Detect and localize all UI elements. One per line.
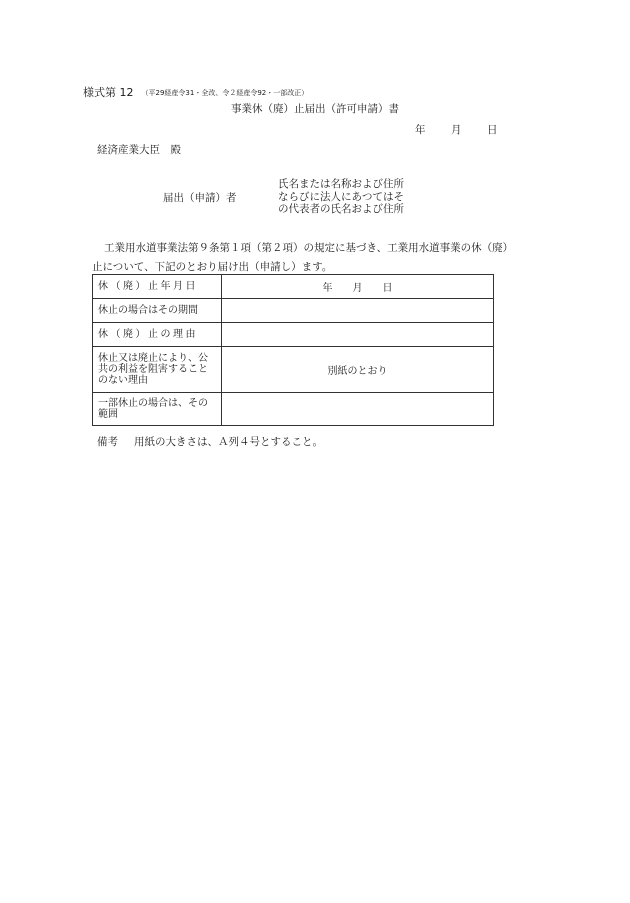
table-row bbox=[93, 347, 494, 393]
table-row bbox=[93, 275, 494, 299]
applicant-description bbox=[278, 178, 404, 216]
table-row bbox=[93, 323, 494, 347]
applicant-desc-line: 氏名または名称および住所 bbox=[278, 178, 404, 190]
row-label-text: 一部休止の場合は、その範囲 bbox=[98, 398, 208, 420]
row-value-field[interactable] bbox=[222, 299, 494, 323]
row-label bbox=[93, 393, 222, 426]
form-number bbox=[83, 84, 308, 100]
remarks-text: 用紙の大きさは、Ａ列４号とすること。 bbox=[134, 436, 323, 448]
row-value-field[interactable] bbox=[222, 347, 494, 393]
body-text: 工業用水道事業法第９条第１項（第２項）の規定に基づき、工業用水道事業の休（廃）止について、下記のとおり届け出（申請し）ます。 bbox=[92, 242, 508, 273]
applicant-desc-line: ならびに法人にあつてはそ bbox=[278, 190, 404, 203]
row-label bbox=[93, 299, 222, 323]
row-value-field[interactable] bbox=[222, 393, 494, 426]
form-table bbox=[92, 274, 494, 426]
date-line bbox=[415, 122, 498, 137]
row-label-text: 休（廃）止の理由 bbox=[98, 329, 198, 340]
row-value-field[interactable] bbox=[222, 275, 494, 299]
row-label bbox=[93, 275, 222, 299]
remarks-label: 備考 bbox=[97, 436, 118, 448]
addressee: 経済産業大臣 殿 bbox=[97, 144, 181, 156]
table-row bbox=[93, 299, 494, 323]
applicant-desc-line: の代表者の氏名および住所 bbox=[278, 203, 404, 215]
date-year: 年 bbox=[415, 124, 426, 136]
row-label-text: 休止の場合はその期間 bbox=[98, 305, 198, 316]
row-value-text: 年 月 日 bbox=[322, 283, 393, 294]
row-value-text: 別紙のとおり bbox=[327, 366, 388, 377]
row-label bbox=[93, 347, 222, 393]
form-number-label: 様式第 12 bbox=[83, 86, 134, 99]
body-paragraph bbox=[92, 239, 512, 277]
form-revision-note: （平29経産令31・全改、令２経産令92・一部改正） bbox=[141, 89, 309, 97]
row-label bbox=[93, 323, 222, 347]
date-day: 日 bbox=[487, 124, 498, 136]
row-label-text: 休止又は廃止により、公共の利益を阻害することのない理由 bbox=[98, 353, 208, 386]
table-row bbox=[93, 393, 494, 426]
row-value-field[interactable] bbox=[222, 323, 494, 347]
date-month: 月 bbox=[451, 124, 462, 136]
applicant-label: 届出（申請）者 bbox=[163, 192, 237, 204]
document-title: 事業休（廃）止届出（許可申請）書 bbox=[231, 103, 399, 115]
remarks bbox=[97, 434, 323, 449]
row-label-text: 休（廃）止年月日 bbox=[98, 281, 198, 292]
